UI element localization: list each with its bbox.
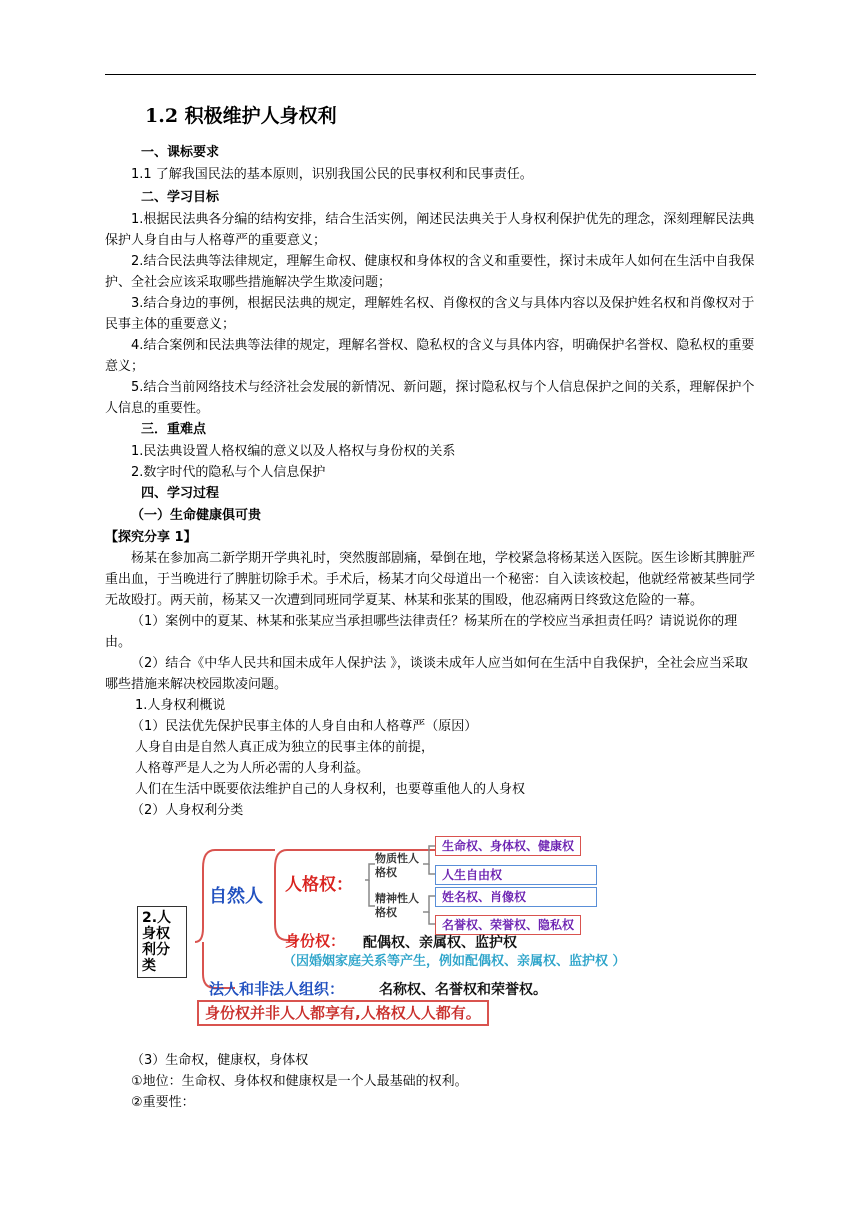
- question-1: （1）案例中的夏某、林某和张某应当承担哪些法律责任？杨某所在的学校应当承担责任吗？请说说你的理由。: [105, 614, 738, 650]
- point-line: 人身自由是自然人真正成为独立的民事主体的前提，: [135, 740, 435, 755]
- identity-right-note: （因婚姻家庭关系等产生，例如配偶权、亲属权、监护权 ）: [283, 954, 626, 969]
- rights-box-life-body-health: 生命权、身体权、健康权: [435, 836, 581, 856]
- lower-section: [105, 1050, 756, 1113]
- diagram-root: 2.人身权利分类: [137, 906, 187, 978]
- personality-right-label: 人格权：: [285, 875, 353, 895]
- point-heading-personal-rights: 1.人身权利概说: [135, 698, 226, 713]
- document-body: [105, 102, 756, 821]
- identity-rights-list: 配偶权、亲属权、监护权: [363, 935, 517, 951]
- keypoint-item: 1.民法典设置人格权编的意义以及人格权与身份权的关系: [131, 444, 456, 459]
- rights-classification-diagram: [135, 828, 735, 1028]
- rights-box-reputation-honor-privacy: 名誉权、荣誉权、隐私权: [435, 915, 581, 935]
- legal-person-rights: 名称权、名誉权和荣誉权。: [379, 982, 547, 998]
- rights-box-name-portrait: 姓名权、肖像权: [435, 887, 597, 907]
- diagram-summary-note: 身份权并非人人都享有,人格权人人都有。: [197, 1000, 489, 1026]
- section-heading-keypoints: 三．重难点: [141, 422, 207, 437]
- section-heading-process: 四、学习过程: [141, 486, 220, 501]
- goal-item: 4.结合案例和民法典等法律的规定，理解名誉权、隐私权的含义与具体内容，明确保护名誉权、隐私权的重要意义；: [105, 338, 755, 374]
- goal-item: 5.结合当前网络技术与经济社会发展的新情况、新问题，探讨隐私权与个人信息保护之间的关系，理解保护个人信息的重要性。: [105, 380, 755, 416]
- natural-person-label: 自然人: [209, 886, 263, 907]
- header-rule: [105, 74, 756, 75]
- goal-item: 3.结合身边的事例，根据民法典的规定，理解姓名权、肖像权的含义与具体内容以及保护姓名权和肖像权对于民事主体的重要意义；: [105, 296, 755, 332]
- point-line: 人们在生活中既要依法维护自己的人身权利，也要尊重他人的人身权: [135, 782, 526, 797]
- point-subheading-classification: （2）人身权利分类: [131, 803, 244, 818]
- point-line: 人格尊严是人之为人所必需的人身利益。: [135, 761, 370, 776]
- legal-person-label: 法人和非法人组织：: [209, 980, 345, 998]
- section-heading-standards: 一、课标要求: [141, 145, 220, 160]
- explore-heading: 【探究分享 1】: [105, 530, 197, 545]
- numbered-item: ①地位：生命权、身体权和健康权是一个人最基础的权利。: [131, 1074, 468, 1089]
- numbered-item: ②重要性：: [131, 1095, 195, 1110]
- question-2: （2）结合《中华人民共和国未成年人保护法 》，谈谈未成年人应当如何在生活中自我保护，全社会应当采取哪些措施来解决校园欺凌问题。: [105, 656, 748, 692]
- spiritual-personality-label: 精神性人格权: [375, 892, 419, 919]
- point-subheading-priority: （1）民法优先保护民事主体的人身自由和人格尊严（原因）: [131, 719, 478, 734]
- identity-right-label: 身份权：: [285, 932, 346, 950]
- case-text: 杨某在参加高二新学期开学典礼时，突然腹部剧痛，晕倒在地，学校紧急将杨某送入医院。医生诊断其脾脏严重出血，于当晚进行了脾脏切除手术。手术后，杨某才向父母道出一个秘密：自入读该校起，他就经常被某些同学无故殴打。两天前，杨某又一次遭到同班同学夏某、林某和张某的围殴，他忍痛两日终致这危险的一幕。: [105, 551, 756, 608]
- material-personality-label: 物质性人格权: [375, 852, 419, 879]
- point-subheading-life-health-body: （3）生命权，健康权，身体权: [131, 1053, 309, 1068]
- section-heading-goals: 二、学习目标: [141, 190, 220, 205]
- standards-text: 1.1 了解我国民法的基本原则，识别我国公民的民事权利和民事责任。: [131, 167, 533, 182]
- page-title: 1.2 积极维护人身权利: [145, 105, 337, 127]
- goal-item: 1.根据民法典各分编的结构安排，结合生活实例，阐述民法典关于人身权利保护优先的理念，深刻理解民法典保护人身自由与人格尊严的重要意义；: [105, 212, 755, 248]
- keypoint-item: 2.数字时代的隐私与个人信息保护: [131, 465, 326, 480]
- subsection-heading-life-health: （一）生命健康俱可贵: [131, 508, 262, 523]
- rights-box-personal-freedom: 人生自由权: [435, 865, 597, 885]
- goal-item: 2.结合民法典等法律规定，理解生命权、健康权和身体权的含义和重要性，探讨未成年人如何在生活中自我保护、全社会应该采取哪些措施解决学生欺凌问题；: [105, 254, 755, 290]
